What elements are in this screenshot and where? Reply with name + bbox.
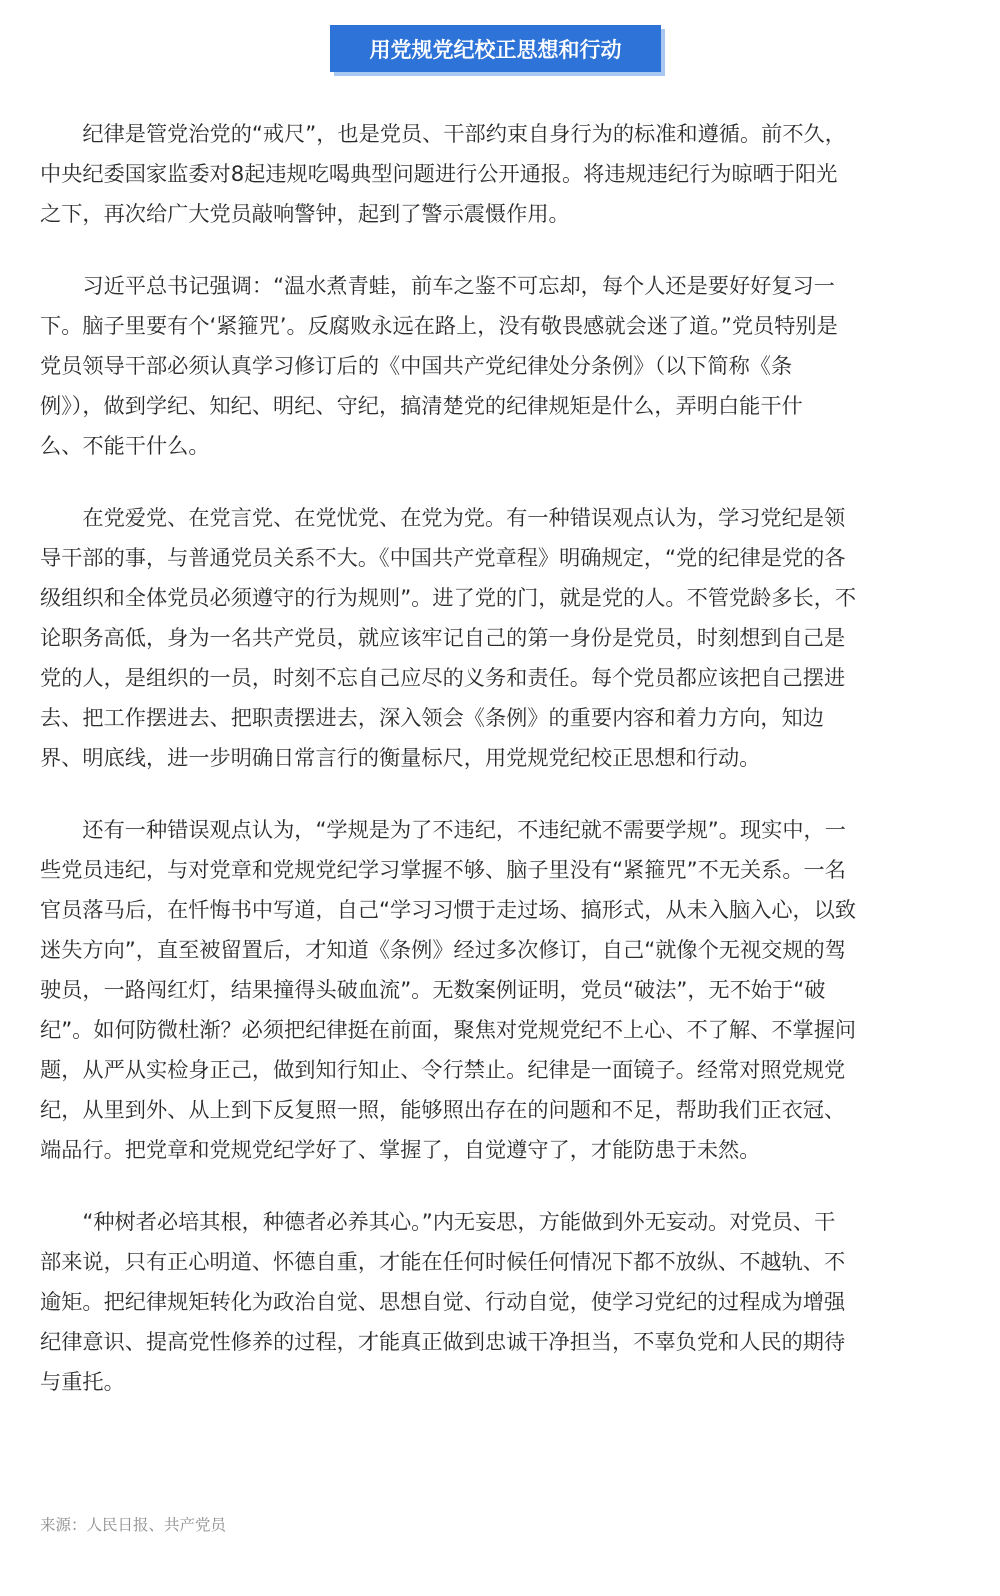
article-paragraph — [40, 266, 948, 466]
paragraph-line: 纪，从里到外、从上到下反复照一照，能够照出存在的问题和不足，帮助我们正衣冠、 — [40, 1097, 846, 1122]
paragraph-line: 之下，再次给广大党员敲响警钟，起到了警示震慑作用。 — [40, 201, 570, 226]
paragraph-line: 纪律意识、提高党性修养的过程，才能真正做到忠诚干净担当，不辜负党和人民的期待 — [40, 1329, 846, 1354]
paragraph-line: 端品行。把党章和党规党纪学好了、掌握了，自觉遵守了，才能防患于未然。 — [40, 1137, 761, 1162]
paragraph-line: 官员落马后，在忏悔书中写道，自己“学习习惯于走过场、搞形式，从未入脑入心，以致 — [40, 897, 857, 922]
article-paragraph — [40, 810, 948, 1170]
article-paragraph — [40, 498, 948, 778]
paragraph-line: 部来说，只有正心明道、怀德自重，才能在任何时候任何情况下都不放纵、不越轨、不 — [40, 1249, 846, 1274]
paragraph-line: 习近平总书记强调：“温水煮青蛙，前车之鉴不可忘却，每个人还是要好好复习一 — [40, 273, 835, 298]
article-body — [40, 114, 948, 1402]
paragraph-line: 题，从严从实检身正己，做到知行知止、令行禁止。纪律是一面镜子。经常对照党规党 — [40, 1057, 846, 1082]
paragraph-line: 党员领导干部必须认真学习修订后的《中国共产党纪律处分条例》（以下简称《条 — [40, 353, 793, 378]
paragraph-line: 么、不能干什么。 — [40, 433, 210, 458]
paragraph-line: 纪”。如何防微杜渐？必须把纪律挺在前面，聚焦对党规党纪不上心、不了解、不掌握问 — [40, 1017, 857, 1042]
paragraph-line: 还有一种错误观点认为，“学规是为了不违纪，不违纪就不需要学规”。现实中，一 — [40, 817, 846, 842]
paragraph-line: 例》），做到学纪、知纪、明纪、守纪，搞清楚党的纪律规矩是什么，弄明白能干什 — [40, 393, 803, 418]
paragraph-line: 迷失方向”，直至被留置后，才知道《条例》经过多次修订，自己“就像个无视交规的驾 — [40, 937, 846, 962]
title-banner — [330, 25, 661, 72]
paragraph-line: 界、明底线，进一步明确日常言行的衡量标尺，用党规党纪校正思想和行动。 — [40, 745, 761, 770]
paragraph-line: 论职务高低，身为一名共产党员，就应该牢记自己的第一身份是党员，时刻想到自己是 — [40, 625, 846, 650]
paragraph-line: 党的人，是组织的一员，时刻不忘自己应尽的义务和责任。每个党员都应该把自己摆进 — [40, 665, 846, 690]
paragraph-line: 下。脑子里要有个‘紧箍咒’。反腐败永远在路上，没有敬畏感就会迷了道。”党员特别是 — [40, 313, 838, 338]
paragraph-line: 级组织和全体党员必须遵守的行为规则”。进了党的门，就是党的人。不管党龄多长，不 — [40, 585, 857, 610]
paragraph-line: 纪律是管党治党的“戒尺”，也是党员、干部约束自身行为的标准和遵循。前不久， — [40, 121, 846, 146]
article-paragraph — [40, 1202, 948, 1402]
paragraph-line: 导干部的事，与普通党员关系不大。《中国共产党章程》明确规定，“党的纪律是党的各 — [40, 545, 846, 570]
paragraph-line: 与重托。 — [40, 1369, 125, 1394]
paragraph-line: 中央纪委国家监委对8起违规吃喝典型问题进行公开通报。将违规违纪行为晾晒于阳光 — [40, 161, 838, 186]
article-paragraph — [40, 114, 948, 234]
paragraph-line: 在党爱党、在党言党、在党忧党、在党为党。有一种错误观点认为，学习党纪是领 — [40, 505, 846, 530]
paragraph-line: 逾矩。把纪律规矩转化为政治自觉、思想自觉、行动自觉，使学习党纪的过程成为增强 — [40, 1289, 846, 1314]
paragraph-line: 些党员违纪，与对党章和党规党纪学习掌握不够、脑子里没有“紧箍咒”不无关系。一名 — [40, 857, 846, 882]
source-credit: 来源：人民日报、共产党员 — [40, 1516, 227, 1534]
paragraph-line: 驶员，一路闯红灯，结果撞得头破血流”。无数案例证明，党员“破法”，无不始于“破 — [40, 977, 826, 1002]
paragraph-line: “种树者必培其根，种德者必养其心。”内无妄思，方能做到外无妄动。对党员、干 — [40, 1209, 836, 1234]
article-title: 用党规党纪校正思想和行动 — [330, 25, 661, 72]
paragraph-line: 去、把工作摆进去、把职责摆进去，深入领会《条例》的重要内容和着力方向，知边 — [40, 705, 824, 730]
